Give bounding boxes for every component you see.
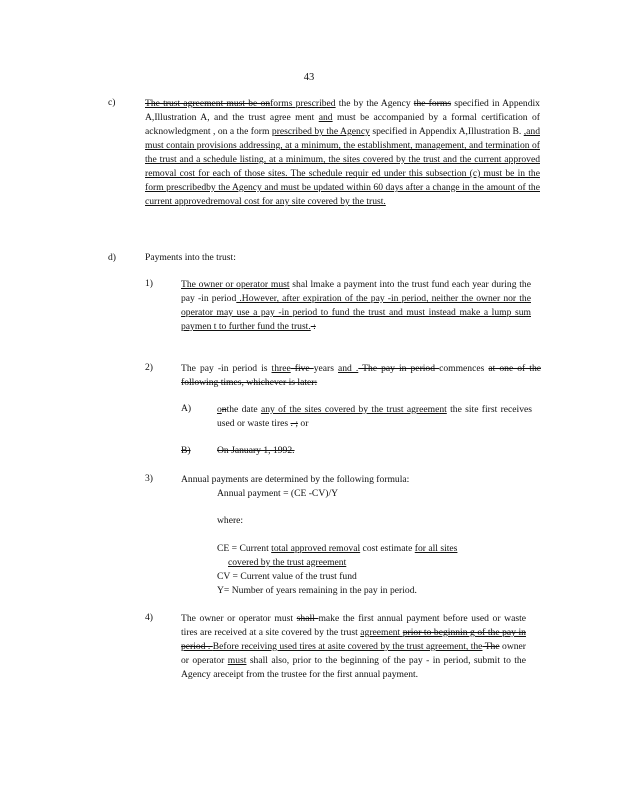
text-run: or <box>298 418 309 429</box>
text-run: at one of the following times, whichever is later: <box>181 363 541 388</box>
section-d-heading: Payments into the trust: <box>145 252 236 263</box>
item-3-label: 3) <box>145 473 153 484</box>
text-run: and <box>318 112 333 123</box>
text-run: shal lmake a payment into the trust fund each year during the pay -in period <box>181 279 531 304</box>
text-run: .However, after expiration of the pay -in period, neither the owner nor the operator may use a pay -in period to fund the trust and must instead make a lump sum paymen t to further fund the trust. <box>181 293 531 332</box>
ce-definition-line2: covered by the trust agreement <box>228 557 347 568</box>
text-run: The <box>482 641 500 652</box>
text-run: ,and must contain provisions addressing, at a minimum, the establishment, management, and termination of the trust and a schedule listing, at a minimum, the sites covered by the trust and the current approved removal cost for each of those sites. The schedule requir ed under this subsection (c) must be in the form prescribedby the Agency and must be updated within 60 days after a change in the amount of the current approvedremoval cost for any site covered by the trust. <box>145 126 540 207</box>
section-c-label: c) <box>108 97 116 108</box>
text-run: years <box>313 363 338 374</box>
text-run: the forms <box>413 98 452 109</box>
text-run: The trust agreement must be on <box>145 98 271 109</box>
text-run: The owner or operator must <box>181 279 290 290</box>
text-run: must <box>227 655 247 666</box>
page-number: 43 <box>303 72 315 83</box>
text-run: n <box>221 404 227 415</box>
text-run: prior to beginnin g of the pay in period . <box>181 627 526 652</box>
section-d-label: d) <box>108 252 116 263</box>
text-run: shall also, prior to the beginning of the pay - in period, submit to the Agency areceipt from the trustee for the first annual payment. <box>181 655 526 680</box>
text-run: five <box>290 363 314 374</box>
text-run: specified in Appendix A,Illustration A, and the trust agree ment <box>145 98 540 123</box>
text-run: The owner or operator must <box>181 613 297 624</box>
ce-underlined-1: total approved removal <box>271 543 361 554</box>
item-2-label: 2) <box>145 362 153 373</box>
formula: Annual payment = (CE -CV)/Y <box>217 488 339 499</box>
text-run: the by the Agency <box>335 98 414 109</box>
item-2-paragraph <box>181 362 541 390</box>
text-run: forms prescribed <box>270 98 336 109</box>
text-run: o <box>217 404 222 415</box>
text-run: any of the sites covered by the trust agreement <box>260 404 447 415</box>
text-run: The pay -in period is <box>181 363 272 374</box>
text-run: must be accompanied by a formal certification of acknowledgment , on a the form <box>145 112 540 137</box>
item-2a-label: A) <box>181 403 192 414</box>
ce-definition <box>217 542 457 556</box>
item-1-label: 1) <box>145 278 153 289</box>
text-run: make the first annual payment before used or waste tires are received at a site covered by the trust <box>181 613 526 638</box>
text-run: shall <box>296 613 319 624</box>
item-4-label: 4) <box>145 612 153 623</box>
text-run: the date <box>226 404 261 415</box>
section-c-paragraph <box>145 97 540 209</box>
text-run: three <box>271 363 291 374</box>
text-run: owner or operator <box>181 641 526 666</box>
item-3-intro: Annual payments are determined by the following formula: <box>181 474 410 485</box>
text-run: the site first receives used or waste tires <box>217 404 532 429</box>
y-definition: Y= Number of years remaining in the pay in period. <box>217 585 417 596</box>
formula-where: where: <box>217 515 244 526</box>
item-2a-paragraph <box>217 403 532 431</box>
text-run: . ; <box>290 418 299 429</box>
item-1-paragraph <box>181 278 531 334</box>
ce-mid: cost estimate <box>360 543 415 554</box>
text-run: commences <box>439 363 489 374</box>
item-2b-label: B) <box>181 445 191 456</box>
cv-definition: CV = Current value of the trust fund <box>217 571 357 582</box>
ce-prefix: CE = Current <box>217 543 272 554</box>
text-run: and . <box>338 363 359 374</box>
text-run: The pay in period <box>358 363 440 374</box>
text-run: agreement <box>360 627 403 638</box>
ce-underlined-2: for all sites <box>414 543 458 554</box>
text-run: prescribed by the Agency <box>271 126 370 137</box>
text-run: : <box>310 321 316 332</box>
item-4-paragraph <box>181 612 526 682</box>
item-2b-text: On January 1, 1992. <box>217 445 295 456</box>
text-run: specified in Appendix A,Illustration B. <box>369 126 524 137</box>
text-run: Before receiving used tires at asite covered by the trust agreement, the <box>212 641 483 652</box>
